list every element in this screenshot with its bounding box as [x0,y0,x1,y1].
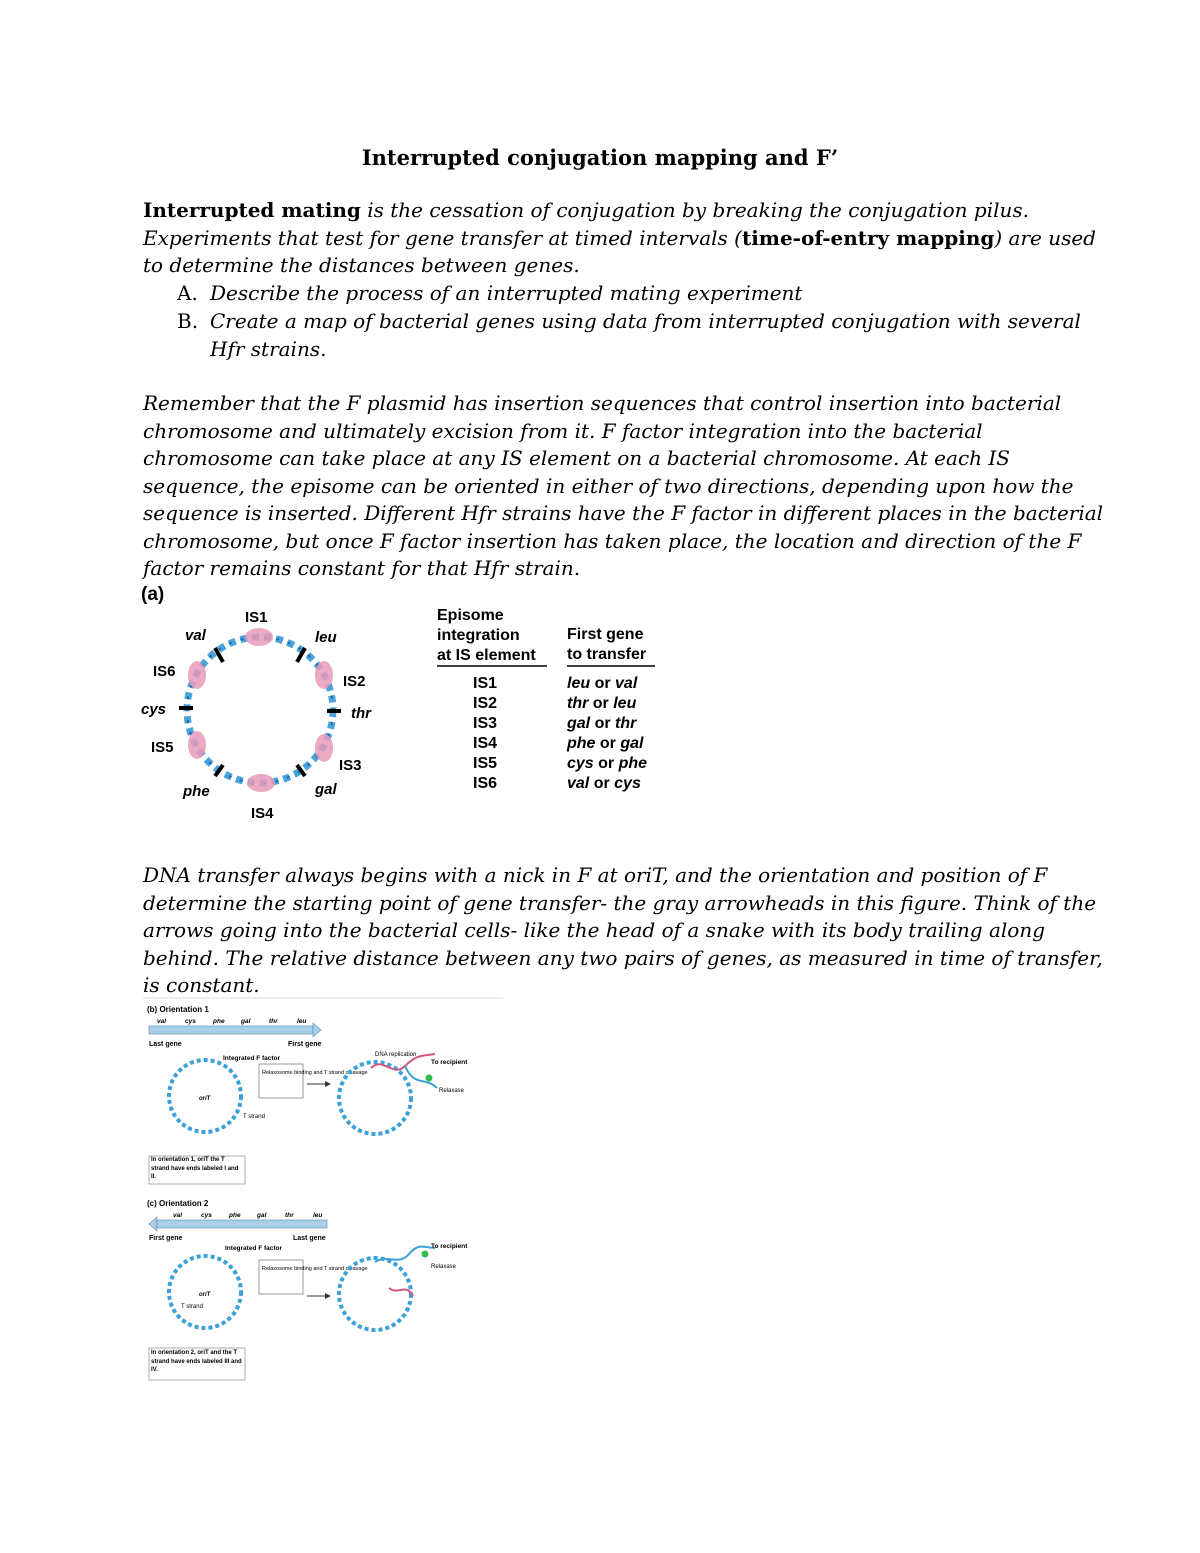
para2-line: chromosome can take place at any IS element on a bacterial chromosome. At each IS [143,446,1010,470]
is2-marker [315,661,333,689]
is4-label: IS4 [251,805,274,822]
objective-a-text: Describe the process of an interrupted mating experiment [210,281,803,305]
is3-label: IS3 [339,757,362,774]
c-right-chromosome [339,1258,411,1330]
table-row-is: IS2 [473,695,498,712]
term-interrupted-mating: Interrupted mating [143,198,361,222]
table-row-first-gene: gal or thr [567,715,637,732]
bar-gene-label: phe [229,1212,241,1219]
bar-gene-label: thr [269,1018,278,1025]
c-to-recipient-label: To recipient [431,1243,468,1250]
table-row-first-gene: cys or phe [567,755,648,772]
para3-line: DNA transfer always begins with a nick in F at oriT, and the orientation and position of F [143,863,1048,887]
gene-thr-label: thr [351,705,371,722]
circular-chromosome [179,628,341,792]
para2-line: Remember that the F plasmid has insertion sequences that control insertion into bacterial [143,391,1062,415]
bar-gene-label: leu [297,1018,307,1025]
objective-b-cont: Hfr strains. [210,337,327,361]
b-relaxase-label: Relaxase [439,1088,465,1094]
para2-line: factor remains constant for that Hfr strain. [143,556,581,580]
bar-gene-label: val [157,1018,167,1025]
c-first-gene: First gene [149,1235,183,1242]
objective-b-marker: B. [177,309,199,333]
intro-line-1 [143,197,1029,225]
intro-line-1-text: is the cessation of conjugation by breaking the conjugation pilus. [360,198,1029,222]
table-row-first-gene: thr or leu [567,695,637,712]
b-first-gene: First gene [288,1041,322,1048]
table-header-col1-3: at IS element [437,647,536,664]
b-integrated-label: Integrated F factor [223,1055,281,1062]
para3-line: arrows going into the bacterial cells- like the head of a snake with its body trailing along [143,918,1046,942]
table-row-is: IS3 [473,715,498,732]
para3-line: determine the starting point of gene transfer- the gray arrowheads in this figure. Think of the [143,890,1097,915]
figure-c-title: (c) Orientation 2 [147,1199,209,1208]
table-row-is: IS1 [473,675,498,692]
is1-label: IS1 [245,609,268,626]
intro-line-2-post: ) are used [994,225,1096,250]
table-row-is: IS4 [473,735,498,752]
c-last-gene: Last gene [293,1235,326,1242]
is4-marker [247,774,275,792]
c-orit-label: oriT [199,1292,211,1298]
objective-a [177,280,803,308]
c-relaxase-label: Relaxase [431,1264,457,1270]
integration-table [437,607,655,792]
intro-line-3: to determine the distances between genes. [143,253,580,277]
is6-label: IS6 [153,663,176,680]
objective-a-marker: A. [177,281,198,305]
b-relaxase-dot [426,1075,433,1082]
bar-gene-label: thr [285,1212,294,1219]
para2-line: chromosome, but once F factor insertion has taken place, the location and direction of the F [143,528,1082,553]
is1-marker [245,628,273,646]
b-orit-label: oriT [199,1096,211,1102]
gene-leu-label: leu [315,629,337,646]
b-relaxosome-label: Relaxosome binding and T strand cleavage [262,1070,368,1076]
intro-line-2-pre: Experiments that test for gene transfer at timed intervals ( [143,225,742,250]
b-step-arrow-icon [325,1081,331,1087]
c-step-arrow-icon [325,1293,331,1299]
b-dna-replication-label: DNA replication [375,1052,417,1058]
gene-gal-label: gal [315,781,337,798]
table-row-first-gene: val or cys [567,775,641,792]
bar-gene-label: gal [241,1018,251,1025]
b-note: In orientation 1, oriT the T strand have ends labeled I and II. [151,1157,239,1180]
page-title: Interrupted conjugation mapping and F’ [361,145,839,170]
bar-gene-label: cys [201,1212,212,1219]
c-bar-arrow-icon [149,1217,157,1231]
para2-line: chromosome and ultimately excision from it. F factor integration into the bacterial [143,418,983,443]
figure-a-panel-label: (a) [141,584,165,605]
bar-gene-label: phe [213,1018,225,1025]
para3-line: is constant. [143,973,260,997]
table-row-first-gene: leu or val [567,675,638,692]
table-header-col2-2: to transfer [567,646,647,663]
table-header-col1-1: Episome [437,607,504,624]
table-header-col2-1: First gene [567,626,644,643]
is5-label: IS5 [151,739,174,756]
bar-gene-label: val [173,1212,183,1219]
term-time-of-entry: time-of-entry mapping [741,225,995,250]
c-note: In orientation 2, oriT and the T strand have ends labeled III and IV. [151,1350,242,1373]
b-right-chromosome [339,1062,411,1134]
figure-a [135,580,675,830]
is5-marker [188,731,206,759]
table-row-is: IS6 [473,775,498,792]
table-row-is: IS5 [473,755,498,772]
para2-line: sequence is inserted. Different Hfr strains have the F factor in different places in the bacterial [143,501,1104,525]
is3-marker [315,734,333,762]
gene-phe-label: phe [183,783,210,800]
bar-gene-label: cys [185,1018,196,1025]
figure-b-title: (b) Orientation 1 [147,1005,209,1014]
intro-line-2 [143,225,1096,253]
bar-gene-label: gal [257,1212,267,1219]
is6-marker [188,661,206,689]
figure-bc [143,996,505,1386]
objective-b [177,308,1081,336]
objective-b-text: Create a map of bacterial genes using data from interrupted conjugation with several [210,309,1081,333]
c-relaxosome-label: Relaxosome binding and T strand cleavage [262,1266,368,1272]
b-gene-bar [149,1026,313,1034]
b-bar-arrow-icon [313,1023,321,1037]
c-gene-bar [157,1220,327,1228]
table-header-col1-2: integration [437,627,520,644]
gene-val-label: val [185,627,206,644]
para2-line: sequence, the episome can be oriented in either of two directions, depending upon how the [143,473,1074,498]
is2-label: IS2 [343,673,366,690]
b-last-gene: Last gene [149,1041,182,1048]
c-t-strand-label: T strand [181,1304,203,1310]
c-relaxase-dot [422,1251,429,1258]
bar-gene-label: leu [313,1212,323,1219]
para3-line: behind. The relative distance between any two pairs of genes, as measured in time of transfer, [143,945,1103,970]
b-to-recipient-label: To recipient [431,1059,468,1066]
gene-cys-label: cys [141,701,167,718]
b-t-strand-label: T strand [243,1114,265,1120]
table-row-first-gene: phe or gal [567,735,644,752]
c-integrated-label: Integrated F factor [225,1245,283,1252]
